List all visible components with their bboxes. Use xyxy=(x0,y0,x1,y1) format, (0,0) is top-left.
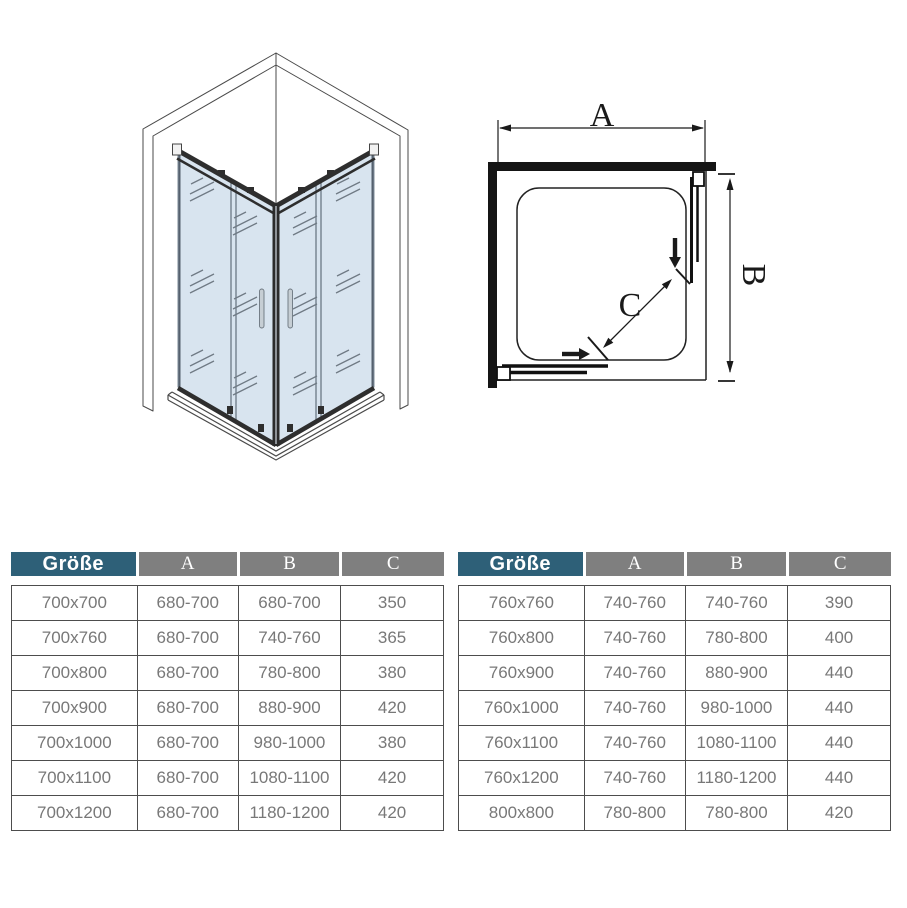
cell-b: 1080-1100 xyxy=(685,726,787,761)
cell-b: 680-700 xyxy=(238,586,340,621)
col-header-b: B xyxy=(238,552,341,576)
cell-c: 440 xyxy=(788,761,891,796)
cell-c: 350 xyxy=(341,586,444,621)
size-table-760 xyxy=(458,552,891,831)
table-row xyxy=(12,691,444,726)
col-header-c: C xyxy=(341,552,444,576)
cell-size: 760x1100 xyxy=(459,726,585,761)
header-row xyxy=(11,552,444,576)
cell-b: 780-800 xyxy=(685,621,787,656)
cell-b: 740-760 xyxy=(238,621,340,656)
cell-a: 680-700 xyxy=(137,586,238,621)
size-table-700-header xyxy=(11,552,444,576)
cell-c: 420 xyxy=(341,761,444,796)
dim-label-a: A xyxy=(589,97,615,134)
table-row xyxy=(12,621,444,656)
cell-size: 700x1200 xyxy=(12,796,138,831)
table-row xyxy=(459,621,891,656)
cell-c: 420 xyxy=(788,796,891,831)
cell-c: 390 xyxy=(788,586,891,621)
size-table-700-body xyxy=(11,585,444,831)
cell-b: 780-800 xyxy=(238,656,340,691)
cell-a: 740-760 xyxy=(584,761,685,796)
table-row xyxy=(459,691,891,726)
cell-size: 800x800 xyxy=(459,796,585,831)
cell-size: 700x900 xyxy=(12,691,138,726)
table-row xyxy=(459,586,891,621)
cell-b: 740-760 xyxy=(685,586,787,621)
table-row xyxy=(12,726,444,761)
cell-a: 680-700 xyxy=(137,796,238,831)
cell-c: 380 xyxy=(341,656,444,691)
cell-b: 980-1000 xyxy=(238,726,340,761)
cell-size: 760x760 xyxy=(459,586,585,621)
table-row xyxy=(459,656,891,691)
plan-doors-right xyxy=(692,172,705,283)
col-header-b: B xyxy=(685,552,788,576)
dimension-b xyxy=(718,174,735,381)
cell-c: 400 xyxy=(788,621,891,656)
table-row xyxy=(459,796,891,831)
cell-a: 680-700 xyxy=(137,761,238,796)
size-table-700 xyxy=(11,552,444,831)
table-row xyxy=(12,761,444,796)
col-header-groesse: Größe xyxy=(11,552,137,576)
cell-size: 700x700 xyxy=(12,586,138,621)
col-header-a: A xyxy=(137,552,238,576)
cell-b: 1180-1200 xyxy=(238,796,340,831)
cell-c: 420 xyxy=(341,691,444,726)
size-table-760-header xyxy=(458,552,891,576)
dim-label-b: B xyxy=(735,263,772,287)
cell-b: 1180-1200 xyxy=(685,761,787,796)
cell-a: 680-700 xyxy=(137,656,238,691)
cell-a: 680-700 xyxy=(137,726,238,761)
cell-c: 440 xyxy=(788,656,891,691)
cell-b: 880-900 xyxy=(685,656,787,691)
header-row xyxy=(458,552,891,576)
cell-c: 440 xyxy=(788,691,891,726)
col-header-a: A xyxy=(584,552,685,576)
cell-size: 700x800 xyxy=(12,656,138,691)
cell-a: 740-760 xyxy=(584,586,685,621)
dim-label-c: C xyxy=(618,287,642,324)
cell-size: 700x1000 xyxy=(12,726,138,761)
cell-c: 440 xyxy=(788,726,891,761)
cell-c: 380 xyxy=(341,726,444,761)
cell-c: 365 xyxy=(341,621,444,656)
cell-size: 700x760 xyxy=(12,621,138,656)
cell-b: 980-1000 xyxy=(685,691,787,726)
cell-size: 700x1100 xyxy=(12,761,138,796)
table-row xyxy=(12,656,444,691)
cell-size: 760x900 xyxy=(459,656,585,691)
shower-3d-diagram xyxy=(90,40,450,480)
cell-b: 1080-1100 xyxy=(238,761,340,796)
cell-c: 420 xyxy=(341,796,444,831)
table-row xyxy=(459,726,891,761)
size-table-760-body xyxy=(458,585,891,831)
cell-a: 740-760 xyxy=(584,691,685,726)
cell-size: 760x1000 xyxy=(459,691,585,726)
plan-tray xyxy=(517,188,686,360)
table-row xyxy=(459,761,891,796)
cell-a: 780-800 xyxy=(584,796,685,831)
cell-b: 880-900 xyxy=(238,691,340,726)
table-row xyxy=(12,796,444,831)
cell-size: 760x1200 xyxy=(459,761,585,796)
cell-b: 780-800 xyxy=(685,796,787,831)
cell-a: 680-700 xyxy=(137,691,238,726)
shower-plan-diagram xyxy=(460,60,907,490)
cell-a: 680-700 xyxy=(137,621,238,656)
table-row xyxy=(12,586,444,621)
cell-size: 760x800 xyxy=(459,621,585,656)
col-header-c: C xyxy=(788,552,891,576)
cell-a: 740-760 xyxy=(584,726,685,761)
plan-doors-bottom xyxy=(497,366,608,380)
cell-a: 740-760 xyxy=(584,621,685,656)
col-header-groesse: Größe xyxy=(458,552,584,576)
cell-a: 740-760 xyxy=(584,656,685,691)
